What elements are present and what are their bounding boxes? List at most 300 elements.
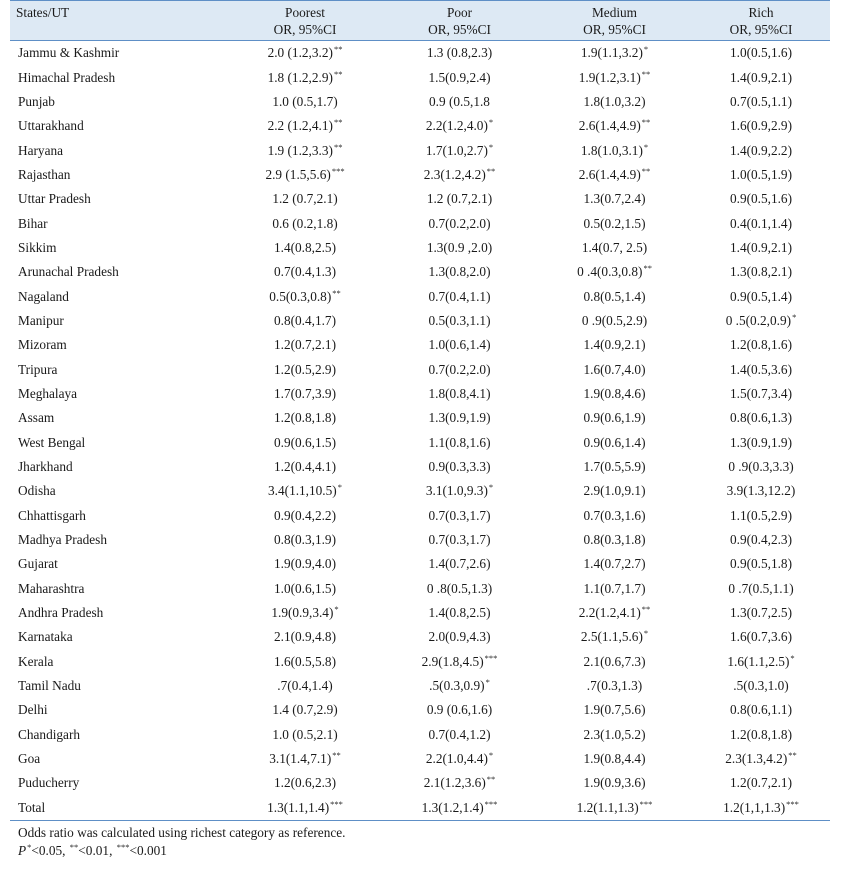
poor-or-cell xyxy=(382,260,537,284)
poorest-or-cell xyxy=(228,114,382,138)
poor-or-cell xyxy=(382,552,537,576)
medium-or-cell xyxy=(537,309,692,333)
poor-or-cell xyxy=(382,577,537,601)
table-row xyxy=(10,723,830,747)
or-value: 1.9(0.8,4.4) xyxy=(583,751,646,767)
poor-or-cell xyxy=(382,309,537,333)
header-rich-sub: OR, 95%CI xyxy=(729,22,793,37)
state-name-cell: Goa xyxy=(18,751,41,767)
or-value: 1.8 (1.2,2.9) xyxy=(267,69,333,85)
table-row xyxy=(10,406,830,430)
header-medium xyxy=(537,1,692,41)
or-value: 1.2(0.6,2.3) xyxy=(273,775,337,791)
rich-or-cell xyxy=(692,406,830,430)
significance-marker: ** xyxy=(788,750,797,761)
poorest-or-cell xyxy=(228,674,382,698)
or-value: 0.8(0.6,1.1) xyxy=(729,702,793,718)
significance-marker: ** xyxy=(333,44,343,55)
header-states xyxy=(10,1,228,41)
significance-marker: * xyxy=(485,677,490,688)
table-row xyxy=(10,382,830,406)
rich-or-cell xyxy=(692,625,830,649)
poorest-or-cell xyxy=(228,65,382,89)
or-value: 1.2(0.4,4.1) xyxy=(273,459,337,475)
or-value: 0.7(0.4,1.1) xyxy=(428,288,491,304)
significance-marker: * xyxy=(488,750,494,761)
or-value: 1.2(0.5,2.9) xyxy=(273,361,337,377)
or-value: 1.0(0.5,1.6) xyxy=(729,45,793,61)
table-footnote xyxy=(10,821,830,860)
poor-or-cell xyxy=(382,723,537,747)
significance-marker: *** xyxy=(639,798,653,809)
or-value: 1.4 (0.7,2.9) xyxy=(272,702,338,718)
significance-marker: ** xyxy=(332,750,341,761)
significance-marker: *** xyxy=(484,798,498,809)
state-name-cell: Tripura xyxy=(18,361,58,377)
rich-or-cell xyxy=(692,601,830,625)
table-row xyxy=(10,309,830,333)
rich-or-cell xyxy=(692,528,830,552)
or-value: 1.7(1.0,2.7) xyxy=(425,142,488,158)
state-name-cell: Bihar xyxy=(18,215,48,231)
or-value: 0.8(0.4,1.7) xyxy=(273,312,337,328)
odds-ratio-table xyxy=(10,0,830,821)
or-value: 2.2(1.2,4.1) xyxy=(578,605,641,621)
rich-or-cell xyxy=(692,796,830,821)
poorest-or-cell xyxy=(228,406,382,430)
or-value: 1.2(0.7,2.1) xyxy=(273,337,337,353)
state-name-cell: Kerala xyxy=(18,653,54,669)
significance-marker: ** xyxy=(643,263,652,274)
or-value: 0 .5(0.2,0.9) xyxy=(725,312,792,328)
poorest-or-cell xyxy=(228,577,382,601)
table-row xyxy=(10,163,830,187)
or-value: 1.0(0.5,1.9) xyxy=(729,166,793,182)
poor-or-cell xyxy=(382,333,537,357)
rich-or-cell xyxy=(692,211,830,235)
significance-marker: ** xyxy=(641,68,651,79)
table-row xyxy=(10,114,830,138)
poor-or-cell xyxy=(382,771,537,795)
or-value: 2.1(0.9,4.8) xyxy=(273,629,337,645)
poor-or-cell xyxy=(382,650,537,674)
or-value: 2.2(1.2,4.0) xyxy=(425,118,488,134)
or-value: 1.4(0.9,2.1) xyxy=(583,337,646,353)
header-rich-label: Rich xyxy=(748,5,774,20)
medium-or-cell xyxy=(537,357,692,381)
or-value: 1.2 (0.7,2.1) xyxy=(426,191,493,207)
header-poor-label: Poor xyxy=(446,5,473,20)
table-row xyxy=(10,431,830,455)
poor-or-cell xyxy=(382,187,537,211)
or-value: 1.5(0.9,2.4) xyxy=(428,69,491,85)
footnote-sig2: ** xyxy=(69,842,79,852)
or-value: 0.6 (0.2,1.8) xyxy=(272,215,338,231)
or-value: 0.8(0.5,1.4) xyxy=(583,288,646,304)
table-row xyxy=(10,577,830,601)
poor-or-cell xyxy=(382,41,537,66)
header-poorest-label: Poorest xyxy=(285,5,325,20)
footnote-significance xyxy=(18,842,830,860)
table-row xyxy=(10,357,830,381)
rich-or-cell xyxy=(692,577,830,601)
or-value: 0.9(0.4,2.3) xyxy=(729,532,793,548)
table-header xyxy=(10,1,830,41)
rich-or-cell xyxy=(692,455,830,479)
medium-or-cell xyxy=(537,674,692,698)
or-value: 1.2 (0.7,2.1) xyxy=(272,191,338,207)
or-value: 1.4(0.8,2.5) xyxy=(428,605,491,621)
or-value: 0.7(0.4,1.3) xyxy=(273,264,337,280)
table-row xyxy=(10,41,830,66)
state-name-cell: Jammu & Kashmir xyxy=(18,45,120,61)
poor-or-cell xyxy=(382,479,537,503)
significance-marker: ** xyxy=(333,141,343,152)
or-value: 1.3(1.2,1.4) xyxy=(421,799,484,815)
poor-or-cell xyxy=(382,504,537,528)
table-row xyxy=(10,65,830,89)
or-value: 2.9(1.8,4.5) xyxy=(421,653,484,669)
poor-or-cell xyxy=(382,114,537,138)
poor-or-cell xyxy=(382,674,537,698)
state-name-cell: West Bengal xyxy=(18,434,86,450)
or-value: 1.4(0.9,2.2) xyxy=(729,142,793,158)
rich-or-cell xyxy=(692,284,830,308)
or-value: 0.7(0.3,1.6) xyxy=(583,507,646,523)
state-name-cell: Rajasthan xyxy=(18,166,71,182)
or-value: 1.2(0.7,2.1) xyxy=(729,775,793,791)
state-name-cell: Gujarat xyxy=(18,556,58,572)
or-value: 3.1(1.4,7.1) xyxy=(269,751,332,767)
state-name-cell: Chandigarh xyxy=(18,726,81,742)
or-value: 1.6(0.5,5.8) xyxy=(273,653,337,669)
rich-or-cell xyxy=(692,552,830,576)
or-value: 0 .8(0.5,1.3) xyxy=(426,580,493,596)
table-row xyxy=(10,187,830,211)
significance-marker: * xyxy=(337,482,342,493)
rich-or-cell xyxy=(692,187,830,211)
significance-marker: *** xyxy=(330,798,343,809)
or-value: 1.1(0.7,1.7) xyxy=(583,580,646,596)
or-value: 0.7(0.4,1.2) xyxy=(428,726,491,742)
poorest-or-cell xyxy=(228,771,382,795)
or-value: 1.2(0.8,1.8) xyxy=(273,410,337,426)
rich-or-cell xyxy=(692,333,830,357)
or-value: 1.3(0.9,1.9) xyxy=(729,434,793,450)
header-poor xyxy=(382,1,537,41)
table-row xyxy=(10,796,830,821)
state-name-cell: Uttar Pradesh xyxy=(18,191,91,207)
significance-marker: * xyxy=(488,117,494,128)
medium-or-cell xyxy=(537,187,692,211)
table-row xyxy=(10,236,830,260)
medium-or-cell xyxy=(537,138,692,162)
significance-marker: ** xyxy=(641,117,651,128)
significance-marker: ** xyxy=(333,117,343,128)
rich-or-cell xyxy=(692,357,830,381)
poor-or-cell xyxy=(382,455,537,479)
table-row xyxy=(10,771,830,795)
poorest-or-cell xyxy=(228,260,382,284)
or-value: 0.9(0.3,3.3) xyxy=(428,459,491,475)
or-value: 0.7(0.2,2.0) xyxy=(428,215,491,231)
state-name-cell: Chhattisgarh xyxy=(18,507,86,523)
poor-or-cell xyxy=(382,65,537,89)
or-value: 1.3(0.9,1.9) xyxy=(428,410,491,426)
state-name-cell: Puducherry xyxy=(18,775,80,791)
state-name-cell: Mizoram xyxy=(18,337,67,353)
or-value: 3.4(1.1,10.5) xyxy=(268,483,337,499)
rich-or-cell xyxy=(692,698,830,722)
poor-or-cell xyxy=(382,357,537,381)
header-poorest-sub: OR, 95%CI xyxy=(273,22,337,37)
header-states-label: States/UT xyxy=(16,5,70,20)
poor-or-cell xyxy=(382,163,537,187)
or-value: 1.3 (0.8,2.3) xyxy=(426,45,493,61)
poorest-or-cell xyxy=(228,357,382,381)
or-value: 0 .9(0.3,3.3) xyxy=(728,459,794,475)
significance-marker: ** xyxy=(332,287,341,298)
rich-or-cell xyxy=(692,260,830,284)
footnote-sig3: *** xyxy=(116,842,130,852)
table-row xyxy=(10,747,830,771)
or-value: 1.3(1.1,1.4) xyxy=(267,799,330,815)
rich-or-cell xyxy=(692,236,830,260)
or-value: 0 .4(0.3,0.8) xyxy=(577,264,643,280)
rich-or-cell xyxy=(692,309,830,333)
rich-or-cell xyxy=(692,479,830,503)
or-value: 2.2(1.0,4.4) xyxy=(425,751,488,767)
or-value: 1.9(0.7,5.6) xyxy=(583,702,646,718)
or-value: 1.9(1.2,3.1) xyxy=(578,69,641,85)
medium-or-cell xyxy=(537,260,692,284)
or-value: 1.0 (0.5,2.1) xyxy=(272,726,338,742)
or-value: 1.0(0.6,1.5) xyxy=(273,580,337,596)
state-name-cell: Nagaland xyxy=(18,288,69,304)
or-value: 1.8(1.0,3.2) xyxy=(583,93,646,109)
medium-or-cell xyxy=(537,552,692,576)
or-value: 2.6(1.4,4.9) xyxy=(578,166,641,182)
or-table-container xyxy=(10,0,830,860)
or-value: .5(0.3,1.0) xyxy=(733,678,789,694)
significance-marker: * xyxy=(643,44,649,55)
poorest-or-cell xyxy=(228,138,382,162)
or-value: 0.8(0.3,1.8) xyxy=(583,532,646,548)
medium-or-cell xyxy=(537,723,692,747)
poorest-or-cell xyxy=(228,698,382,722)
header-medium-label: Medium xyxy=(591,5,638,20)
or-value: 2.5(1.1,5.6) xyxy=(580,629,643,645)
poorest-or-cell xyxy=(228,236,382,260)
state-name-cell: Assam xyxy=(18,410,55,426)
state-name-cell: Andhra Pradesh xyxy=(18,605,104,621)
poorest-or-cell xyxy=(228,528,382,552)
medium-or-cell xyxy=(537,528,692,552)
or-value: 0.9 (0.6,1.6) xyxy=(426,702,493,718)
rich-or-cell xyxy=(692,747,830,771)
poorest-or-cell xyxy=(228,382,382,406)
significance-marker: ** xyxy=(333,68,343,79)
or-value: 1.0(0.6,1.4) xyxy=(428,337,491,353)
poor-or-cell xyxy=(382,211,537,235)
significance-marker: * xyxy=(334,604,339,615)
rich-or-cell xyxy=(692,65,830,89)
or-value: .7(0.3,1.3) xyxy=(586,678,643,694)
or-value: 0.7(0.3,1.7) xyxy=(428,532,491,548)
rich-or-cell xyxy=(692,382,830,406)
poorest-or-cell xyxy=(228,309,382,333)
poor-or-cell xyxy=(382,236,537,260)
poorest-or-cell xyxy=(228,601,382,625)
medium-or-cell xyxy=(537,577,692,601)
state-name-cell: Haryana xyxy=(18,142,64,158)
medium-or-cell xyxy=(537,455,692,479)
significance-marker: * xyxy=(643,628,649,639)
table-row xyxy=(10,138,830,162)
or-value: 0.9 (0.5,1.8 xyxy=(429,93,490,109)
rich-or-cell xyxy=(692,650,830,674)
state-name-cell: Himachal Pradesh xyxy=(18,69,116,85)
significance-marker: ** xyxy=(641,604,651,615)
or-value: 1.3(0.7,2.4) xyxy=(583,191,646,207)
table-row xyxy=(10,90,830,114)
or-value: 1.2(0.8,1.8) xyxy=(729,726,793,742)
or-value: 1.3(0.8,2.0) xyxy=(428,264,491,280)
table-row xyxy=(10,211,830,235)
footnote-threshold3: <0.001 xyxy=(129,843,167,858)
medium-or-cell xyxy=(537,333,692,357)
table-row xyxy=(10,455,830,479)
or-value: 1.7(0.7,3.9) xyxy=(273,385,337,401)
or-value: 1.4(0.7, 2.5) xyxy=(581,239,648,255)
or-value: 0.4(0.1,1.4) xyxy=(729,215,793,231)
rich-or-cell xyxy=(692,674,830,698)
table-row xyxy=(10,698,830,722)
rich-or-cell xyxy=(692,90,830,114)
poorest-or-cell xyxy=(228,333,382,357)
poorest-or-cell xyxy=(228,504,382,528)
state-name-cell: Maharashtra xyxy=(18,580,85,596)
poor-or-cell xyxy=(382,747,537,771)
or-value: 3.9(1.3,12.2) xyxy=(726,483,796,499)
state-name-cell: Manipur xyxy=(18,312,64,328)
rich-or-cell xyxy=(692,138,830,162)
or-value: 1.1(0.5,2.9) xyxy=(729,507,793,523)
medium-or-cell xyxy=(537,90,692,114)
medium-or-cell xyxy=(537,431,692,455)
significance-marker: * xyxy=(488,482,494,493)
medium-or-cell xyxy=(537,65,692,89)
medium-or-cell xyxy=(537,114,692,138)
footnote-threshold1: <0.05, xyxy=(31,843,69,858)
or-value: .7(0.4,1.4) xyxy=(277,678,333,694)
state-name-cell: Karnataka xyxy=(18,629,73,645)
or-value: 2.9 (1.5,5.6) xyxy=(265,166,331,182)
or-value: 1.6(0.7,3.6) xyxy=(729,629,793,645)
poorest-or-cell xyxy=(228,625,382,649)
or-value: 2.1(1.2,3.6) xyxy=(423,775,486,791)
medium-or-cell xyxy=(537,698,692,722)
significance-marker: ** xyxy=(486,774,496,785)
or-value: 2.1(0.6,7.3) xyxy=(583,653,646,669)
table-row xyxy=(10,333,830,357)
rich-or-cell xyxy=(692,41,830,66)
footnote-threshold2: <0.01, xyxy=(78,843,116,858)
poor-or-cell xyxy=(382,796,537,821)
medium-or-cell xyxy=(537,771,692,795)
or-value: .5(0.3,0.9) xyxy=(429,678,485,694)
table-row xyxy=(10,601,830,625)
or-value: 2.0 (1.2,3.2) xyxy=(267,45,333,61)
poorest-or-cell xyxy=(228,723,382,747)
medium-or-cell xyxy=(537,163,692,187)
poorest-or-cell xyxy=(228,479,382,503)
medium-or-cell xyxy=(537,504,692,528)
or-value: 1.9(0.9,3.6) xyxy=(583,775,646,791)
medium-or-cell xyxy=(537,479,692,503)
poorest-or-cell xyxy=(228,796,382,821)
poorest-or-cell xyxy=(228,211,382,235)
or-value: 1.6(1.1,2.5) xyxy=(727,653,790,669)
or-value: 0.9(0.5,1.4) xyxy=(729,288,793,304)
or-value: 1.6(0.9,2.9) xyxy=(729,118,793,134)
or-value: 1.6(0.7,4.0) xyxy=(583,361,646,377)
table-row xyxy=(10,504,830,528)
medium-or-cell xyxy=(537,601,692,625)
or-value: 0.9(0.6,1.5) xyxy=(273,434,337,450)
or-value: 1.8(0.8,4.1) xyxy=(428,385,491,401)
or-value: 1.9(1.1,3.2) xyxy=(580,45,643,61)
medium-or-cell xyxy=(537,382,692,406)
or-value: 1.7(0.5,5.9) xyxy=(583,459,646,475)
rich-or-cell xyxy=(692,114,830,138)
or-value: 0 .9(0.5,2.9) xyxy=(581,312,648,328)
significance-marker: ** xyxy=(641,165,651,176)
or-value: 1.3(0.9 ,2.0) xyxy=(426,239,493,255)
state-name-cell: Punjab xyxy=(18,93,55,109)
or-value: 0.8(0.6,1.3) xyxy=(729,410,793,426)
header-medium-sub: OR, 95%CI xyxy=(583,22,646,37)
or-value: 1.9 (1.2,3.3) xyxy=(267,142,333,158)
poorest-or-cell xyxy=(228,163,382,187)
header-rich xyxy=(692,1,830,41)
poor-or-cell xyxy=(382,431,537,455)
or-value: 0.9(0.4,2.2) xyxy=(273,507,337,523)
poorest-or-cell xyxy=(228,650,382,674)
state-name-cell: Meghalaya xyxy=(18,385,78,401)
state-name-cell: Odisha xyxy=(18,483,56,499)
or-value: 1.0 (0.5,1.7) xyxy=(272,93,338,109)
poor-or-cell xyxy=(382,625,537,649)
or-value: 1.3(0.8,2.1) xyxy=(729,264,793,280)
footnote-p-letter: P xyxy=(18,843,27,858)
significance-marker: * xyxy=(790,652,795,663)
or-value: 0.5(0.3,1.1) xyxy=(428,312,491,328)
poorest-or-cell xyxy=(228,187,382,211)
medium-or-cell xyxy=(537,625,692,649)
rich-or-cell xyxy=(692,723,830,747)
medium-or-cell xyxy=(537,41,692,66)
table-row xyxy=(10,528,830,552)
or-value: 1.9(0.8,4.6) xyxy=(583,385,646,401)
or-value: 2.9(1.0,9.1) xyxy=(583,483,646,499)
or-value: 1.2(0.8,1.6) xyxy=(729,337,793,353)
medium-or-cell xyxy=(537,406,692,430)
or-value: 0.9(0.5,1.8) xyxy=(729,556,793,572)
or-value: 1.8(1.0,3.1) xyxy=(580,142,643,158)
or-value: 1.5(0.7,3.4) xyxy=(729,385,793,401)
or-value: 2.0(0.9,4.3) xyxy=(428,629,491,645)
